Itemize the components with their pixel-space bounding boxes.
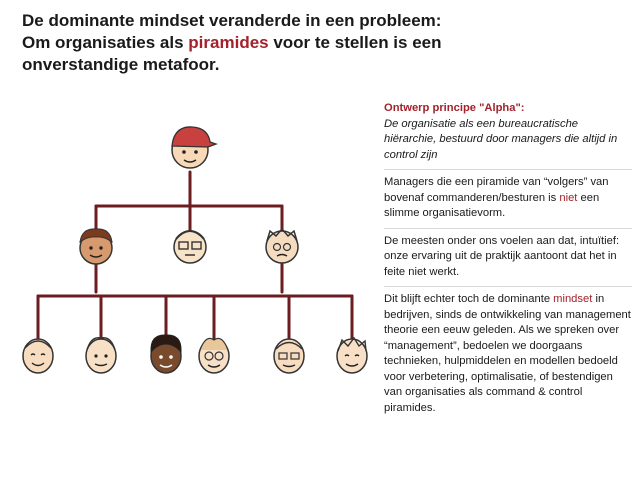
accent-niet: niet: [559, 191, 578, 204]
title-line-2: Om organisaties als piramides voor te stellen is een: [22, 33, 442, 52]
manager-face-icon: [174, 231, 206, 263]
follower-face-icon: [274, 339, 304, 373]
paragraph-2: De meesten onder ons voelen aan dat, intuïtief: onze ervaring uit de praktijk aantoont dat het in feite niet werkt.: [384, 234, 620, 278]
follower-face-icon: [151, 335, 181, 373]
divider: [384, 228, 632, 229]
follower-face-icon: [86, 338, 116, 373]
divider: [384, 169, 632, 170]
divider: [384, 286, 632, 287]
title-line-3: onverstandige metafoor.: [22, 55, 220, 74]
title-accent-word: piramides: [188, 33, 269, 52]
manager-face-icon: [266, 229, 298, 263]
accent-mindset: mindset: [553, 293, 593, 305]
description-column: [384, 101, 632, 422]
paragraph-3: Dit blijft echter toch de dominante mindset in bedrijven, sinds de ontwikkeling van management theorie een eeuw geleden. Als we spreken over “management”, bedoelen we doorgaans technieken, hulpmiddelen en modellen bedoeld voor verbetering, optimalisatie, of bestendigen van organisaties als command & control piramides.: [384, 293, 631, 414]
follower-face-icon: [337, 338, 367, 373]
manager-face-icon: [80, 229, 112, 264]
paragraph-1: Managers die een piramide van “volgers” van bovenaf commanderen/besturen is niet een slimme organisatievorm.: [384, 176, 609, 219]
title-line-1: De dominante mindset veranderde in een probleem:: [22, 11, 442, 30]
follower-face-icon: [199, 338, 229, 373]
follower-face-icon: [23, 339, 53, 373]
principle-heading: Ontwerp principe "Alpha":: [384, 102, 525, 114]
principle-definition: De organisatie als een bureaucratische hiërarchie, bestuurd door managers die altijd in control zijn: [384, 117, 618, 161]
boss-face-icon: [172, 127, 216, 168]
